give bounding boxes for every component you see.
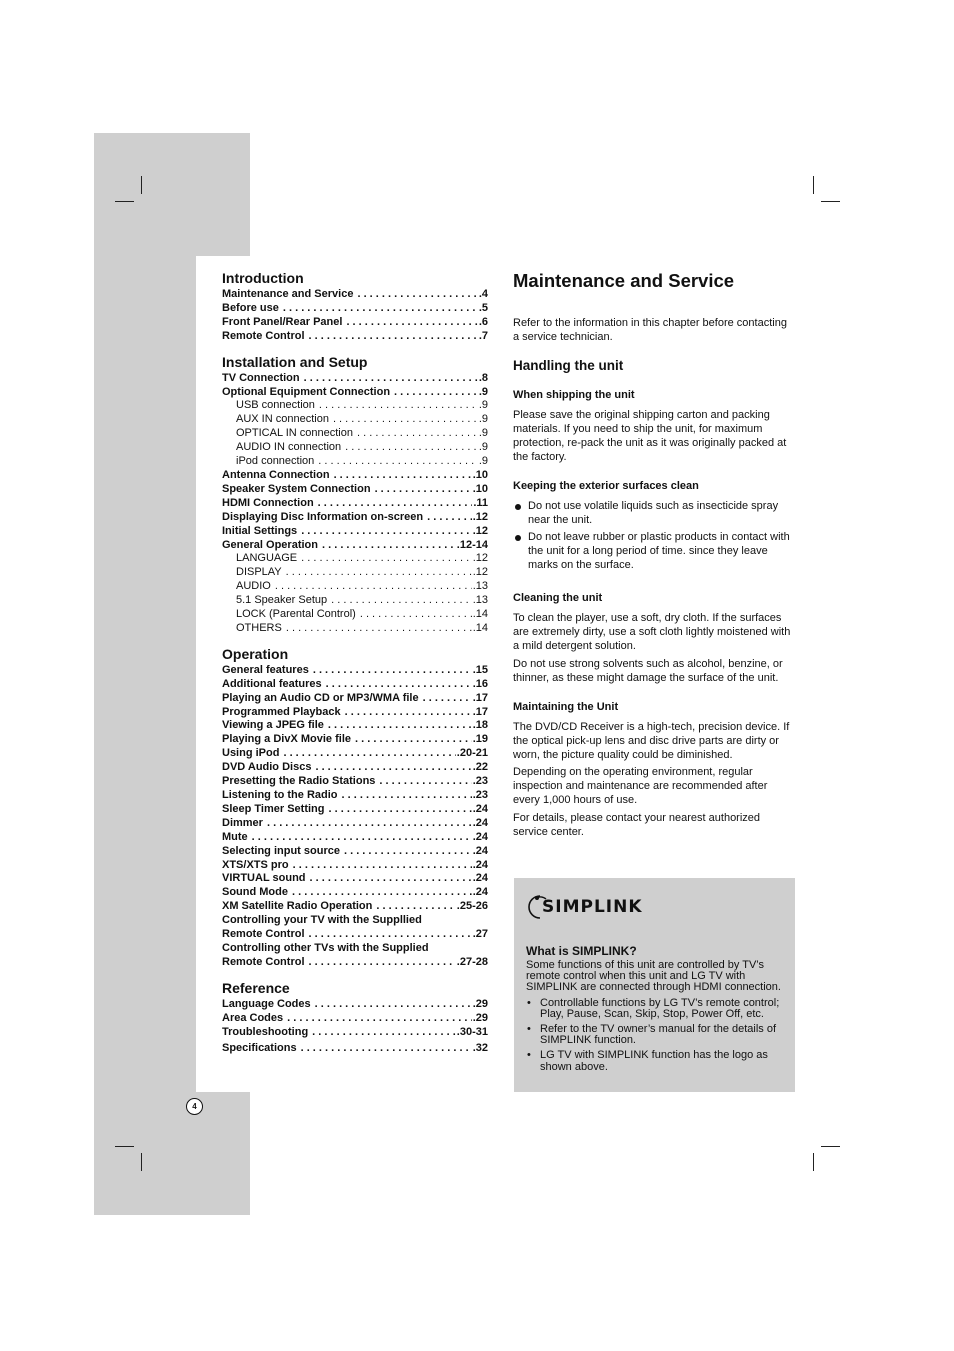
toc-subentry[interactable]: AUDIO IN connection . . . .9 <box>222 441 488 455</box>
crop-mark <box>115 201 134 202</box>
cleaning-text: To clean the player, use a soft, dry cloth. If the surfaces are extremely dirty, use a soft cloth lightly moistened with a mild detergent solution. <box>513 612 791 652</box>
toc-subentry[interactable]: OPTICAL IN connection . . . .9 <box>222 427 488 441</box>
maintaining-text: Depending on the operating environment, regular inspection and maintenance are recommended after every 1,000 hours of use. <box>513 766 768 807</box>
toc-entry[interactable]: Front Panel/Rear Panel . . . .6 <box>222 316 488 330</box>
crop-mark <box>141 176 142 194</box>
simplink-logo-text: SIMPLINK <box>542 897 643 917</box>
cleaning-text: Do not use strong solvents such as alcohol, benzine, or thinner, as these might damage the surface of the unit. <box>513 657 783 684</box>
toc-entry[interactable]: Optional Equipment Connection . . . .9 <box>222 386 488 400</box>
toc-entry[interactable]: Selecting input source . . . .24 <box>222 845 488 859</box>
toc-heading: Reference <box>222 979 290 996</box>
toc-entry[interactable]: Playing an Audio CD or MP3/WMA file . . . .17 <box>222 692 488 706</box>
toc-entry[interactable]: Controlling other TVs with the Supplied <box>222 941 429 954</box>
toc-entry[interactable]: Displaying Disc Information on-screen . . . .12 <box>222 511 488 525</box>
list-item: Do not leave rubber or plastic products in contact with the unit for a long period of time. since they leave marks on the surface. <box>513 531 795 573</box>
toc-entry[interactable]: Programmed Playback . . . .17 <box>222 706 488 720</box>
crop-mark <box>821 201 840 202</box>
toc-entry[interactable]: Before use . . . .5 <box>222 302 488 316</box>
toc-section-operation <box>222 646 488 970</box>
toc-entry[interactable]: XM Satellite Radio Operation . . . .25-26 <box>222 900 488 914</box>
toc-entry[interactable]: Using iPod . . . .20-21 <box>222 747 488 761</box>
toc-entry[interactable]: Area Codes . . . .29 <box>222 1012 488 1026</box>
crop-mark <box>115 1146 134 1147</box>
toc-section-installation <box>222 354 488 636</box>
toc-subentry[interactable]: LANGUAGE . . . .12 <box>222 552 488 566</box>
toc-entry[interactable]: Presetting the Radio Stations . . . .23 <box>222 775 488 789</box>
simplink-text: Some functions of this unit are controlled by TV’s remote control when this unit and LG TV with SIMPLINK are connected through HDMI connection. <box>526 959 781 994</box>
maintaining-text: For details, please contact your nearest authorized service center. <box>513 812 761 839</box>
toc-heading: Installation and Setup <box>222 353 368 370</box>
toc-entry[interactable]: Mute . . . .24 <box>222 831 488 845</box>
maintenance-section <box>513 268 795 844</box>
shipping-heading: When shipping the unit <box>513 389 635 401</box>
toc-entry[interactable]: General features . . . .15 <box>222 664 488 678</box>
list-item: • LG TV with SIMPLINK function has the logo as shown above. <box>526 1050 795 1072</box>
toc-entry[interactable]: Maintenance and Service . . . .4 <box>222 288 488 302</box>
toc-entry[interactable]: Playing a DivX Movie file . . . .19 <box>222 733 488 747</box>
toc-entry[interactable]: Troubleshooting . . . .30-31 <box>222 1026 488 1040</box>
toc-heading: Operation <box>222 645 289 662</box>
crop-mark <box>813 1153 814 1171</box>
list-item: • Refer to the TV owner’s manual for the details of SIMPLINK function. <box>526 1024 795 1046</box>
shipping-text: Please save the original shipping carton and packing materials. If you need to ship the unit, for maximum protection, re-pack the unit as it was originally packed at the factory. <box>513 409 787 463</box>
toc-entry[interactable]: Remote Control . . . .27-28 <box>222 956 488 970</box>
toc-entry[interactable]: Dimmer . . . .24 <box>222 817 488 831</box>
toc-entry[interactable]: Remote Control . . . .7 <box>222 330 488 344</box>
toc-section-introduction <box>222 270 488 344</box>
list-item: • Controllable functions by LG TV’s remote control; Play, Pause, Scan, Skip, Stop, Power Off, etc. <box>526 998 795 1020</box>
toc-subentry[interactable]: LOCK (Parental Control) . . . .14 <box>222 608 488 622</box>
exterior-heading: Keeping the exterior surfaces clean <box>513 479 699 492</box>
toc-entry[interactable]: DVD Audio Discs . . . .22 <box>222 761 488 775</box>
page-margin-bottom <box>94 1092 250 1215</box>
toc-entry[interactable]: Sound Mode . . . .24 <box>222 886 488 900</box>
toc-entry[interactable]: Sleep Timer Setting . . . .24 <box>222 803 488 817</box>
toc-entry[interactable]: XTS/XTS pro . . . .24 <box>222 859 488 873</box>
toc-entry[interactable]: HDMI Connection . . . .11 <box>222 497 488 511</box>
toc-entry[interactable]: General Operation . . . .12-14 <box>222 539 488 553</box>
toc-heading: Introduction <box>222 270 304 286</box>
toc-entry[interactable]: VIRTUAL sound . . . .24 <box>222 872 488 886</box>
simplink-info-box <box>514 878 795 1092</box>
toc-entry[interactable]: Viewing a JPEG file . . . .18 <box>222 719 488 733</box>
handling-heading: Handling the unit <box>513 358 624 373</box>
table-of-contents <box>222 270 488 1065</box>
crop-mark <box>813 176 814 194</box>
list-item: Do not use volatile liquids such as insecticide spray near the unit. <box>513 500 795 528</box>
page-margin-top <box>94 133 250 256</box>
toc-subentry[interactable]: OTHERS . . . .14 <box>222 622 488 636</box>
toc-subentry[interactable]: AUX IN connection . . . .9 <box>222 413 488 427</box>
toc-subentry[interactable]: iPod connection . . . .9 <box>222 455 488 469</box>
toc-entry[interactable]: TV Connection . . . .8 <box>222 372 488 386</box>
toc-entry[interactable]: Additional features . . . .16 <box>222 678 488 692</box>
intro-text: Refer to the information in this chapter before contacting a service technician. <box>513 317 787 343</box>
maintaining-heading: Maintaining the Unit <box>513 700 619 713</box>
page-margin-side <box>94 256 196 1092</box>
toc-entry[interactable]: Controlling your TV with the Suppllied <box>222 914 422 927</box>
crop-mark <box>821 1146 840 1147</box>
cleaning-heading: Cleaning the unit <box>513 592 603 605</box>
page-number: 4 <box>186 1098 203 1115</box>
crop-mark <box>141 1153 142 1171</box>
toc-entry[interactable]: Initial Settings . . . .12 <box>222 525 488 539</box>
simplink-title: What is SIMPLINK? <box>526 944 637 958</box>
maintaining-text: The DVD/CD Receiver is a high-tech, precision device. If the optical pick-up lens and disc drive parts are dirty or worn, the picture quality could be diminished. <box>513 720 790 761</box>
toc-subentry[interactable]: USB connection . . . .9 <box>222 399 488 413</box>
simplink-logo <box>526 892 795 922</box>
simplink-list <box>526 998 795 1073</box>
toc-entry[interactable]: Language Codes . . . .29 <box>222 998 488 1012</box>
toc-subentry[interactable]: 5.1 Speaker Setup . . . .13 <box>222 594 488 608</box>
toc-entry[interactable]: Listening to the Radio . . . .23 <box>222 789 488 803</box>
exterior-list <box>513 500 795 574</box>
toc-entry[interactable]: Antenna Connection . . . .10 <box>222 469 488 483</box>
toc-subentry[interactable]: DISPLAY . . . .12 <box>222 566 488 580</box>
toc-entry[interactable]: Speaker System Connection . . . .10 <box>222 483 488 497</box>
toc-section-reference <box>222 980 488 1056</box>
toc-entry[interactable]: Remote Control . . . .27 <box>222 928 488 942</box>
toc-entry[interactable]: Specifications . . . .32 <box>222 1042 488 1056</box>
page-title: Maintenance and Service <box>513 270 735 291</box>
toc-subentry[interactable]: AUDIO . . . .13 <box>222 580 488 594</box>
